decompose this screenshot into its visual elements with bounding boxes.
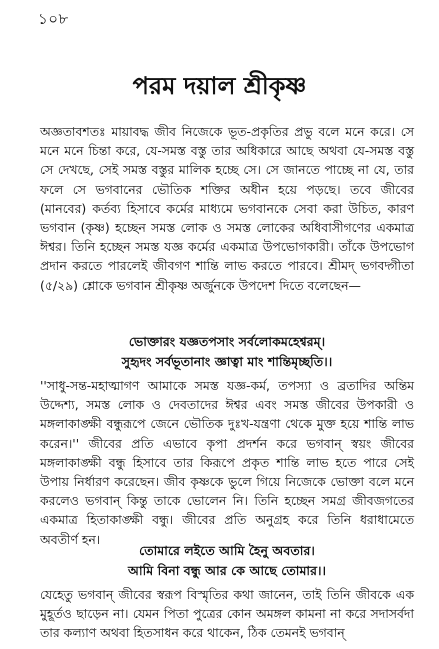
chapter-title: পরম দয়াল শ্রীকৃষ্ণ <box>132 72 307 100</box>
verse-2-line-2: আমি বিনা বন্ধু আর কে আছে তোমার।। <box>127 563 327 578</box>
verse-2-line-1: তোমারে লইতে আমি হৈনু অবতার। <box>139 543 315 558</box>
verse-1-line-2: সুহৃদং সর্বভূতানাং জ্ঞাত্বা মাং শান্তিমৃচ্ছতি।। <box>121 354 333 369</box>
paragraph-2: ''সাধু-সন্ত-মহাত্মাগণ আমাকে সমস্ত যজ্ঞ-কর্ম, তপস্যা ও ব্রতাদির অন্তিম উদ্দেশ্য, সমস্ত লোক ও দেবতাদের ঈশ্বর এবং সমস্ত জীবের উপকারী ও মঙ্গলাকাঙ্ক্ষী বন্ধুরূপে জেনে ভৌতিক দুঃখ-যন্ত্রণা থেকে মুক্ত হয়ে শান্তি লাভ করেন।'' জীবের প্রতি এভাবে কৃপা প্রদর্শন করে ভগবান্ স্বয়ং জীবের মঙ্গলাকাঙ্ক্ষী বন্ধু হিসাবে তার কিরূপে প্রকৃত শান্তি লাভ হতে পারে সেই উপায় নির্ধারণ করেছেন। জীব কৃষ্ণকে ভুলে গিয়ে নিজেকে ভোক্তা বলে মনে করলেও ভগবান্ কিন্তু তাকে ভোলেন নি। তিনি হচ্ছেন সমগ্র জীবজগতের একমাত্র হিতাকাঙ্ক্ষী বন্ধু। জীবের প্রতি অনুগ্রহ করে তিনি ধরাধামেতে অবতীর্ণ হন। <box>40 378 414 547</box>
verse-1 <box>40 332 414 372</box>
paragraph-1: অজ্ঞতাবশতঃ মায়াবদ্ধ জীব নিজেকে ভূত-প্রকৃতির প্রভু বলে মনে করে। সে মনে মনে চিন্তা করে, যে-সমস্ত বস্তু তার অধিকারে আছে অথবা যে-সমস্ত বস্তু সে দেখছে, সেই সমস্ত বস্তুর মালিক হচ্ছে সে। সে জানতে পাচ্ছে না যে, তার ফলে সে ভগবানের ভৌতিক শক্তির অধীন হয়ে পড়ছে। তবে জীবের (মানবের) কর্তব্য হিসাবে কর্মের মাধ্যমে ভগবানকে সেবা করা উচিত, কারণ ভগবান (কৃষ্ণ) হচ্ছেন সমস্ত লোক ও সমস্ত লোকের অধিবাসীগণের একমাত্র ঈশ্বর। তিনি হচ্ছেন সমস্ত যজ্ঞ কর্মের একমাত্র উপভোগকারী। তাঁকে উপভোগ প্রদান করতে পারলেই জীবগণ শান্তি লাভ করতে পারবে। শ্রীমদ্ ভগবদ্গীতা (৫/২৯) শ্লোকে ভগবান শ্রীকৃষ্ণ অর্জুনকে উপদেশ দিতে বলেছেন— <box>40 124 414 293</box>
verse-2 <box>40 541 414 581</box>
page-number: ১০৮ <box>38 10 69 28</box>
verse-1-line-1: ভোক্তারং যজ্ঞতপসাং সর্বলোকমহেশ্বরম্। <box>128 334 326 349</box>
paragraph-3: যেহেতু ভগবান্ জীবের স্বরূপ বিস্মৃতির কথা জানেন, তাই তিনি জীবকে এক মুহূর্তও ছাড়েন না। যেমন পিতা পুত্রের কোন অমঙ্গল কামনা না করে সদাসর্বদা তার কল্যাণ অথবা হিতসাধন করে থাকেন, ঠিক তেমনই ভগবান্ <box>40 587 414 641</box>
